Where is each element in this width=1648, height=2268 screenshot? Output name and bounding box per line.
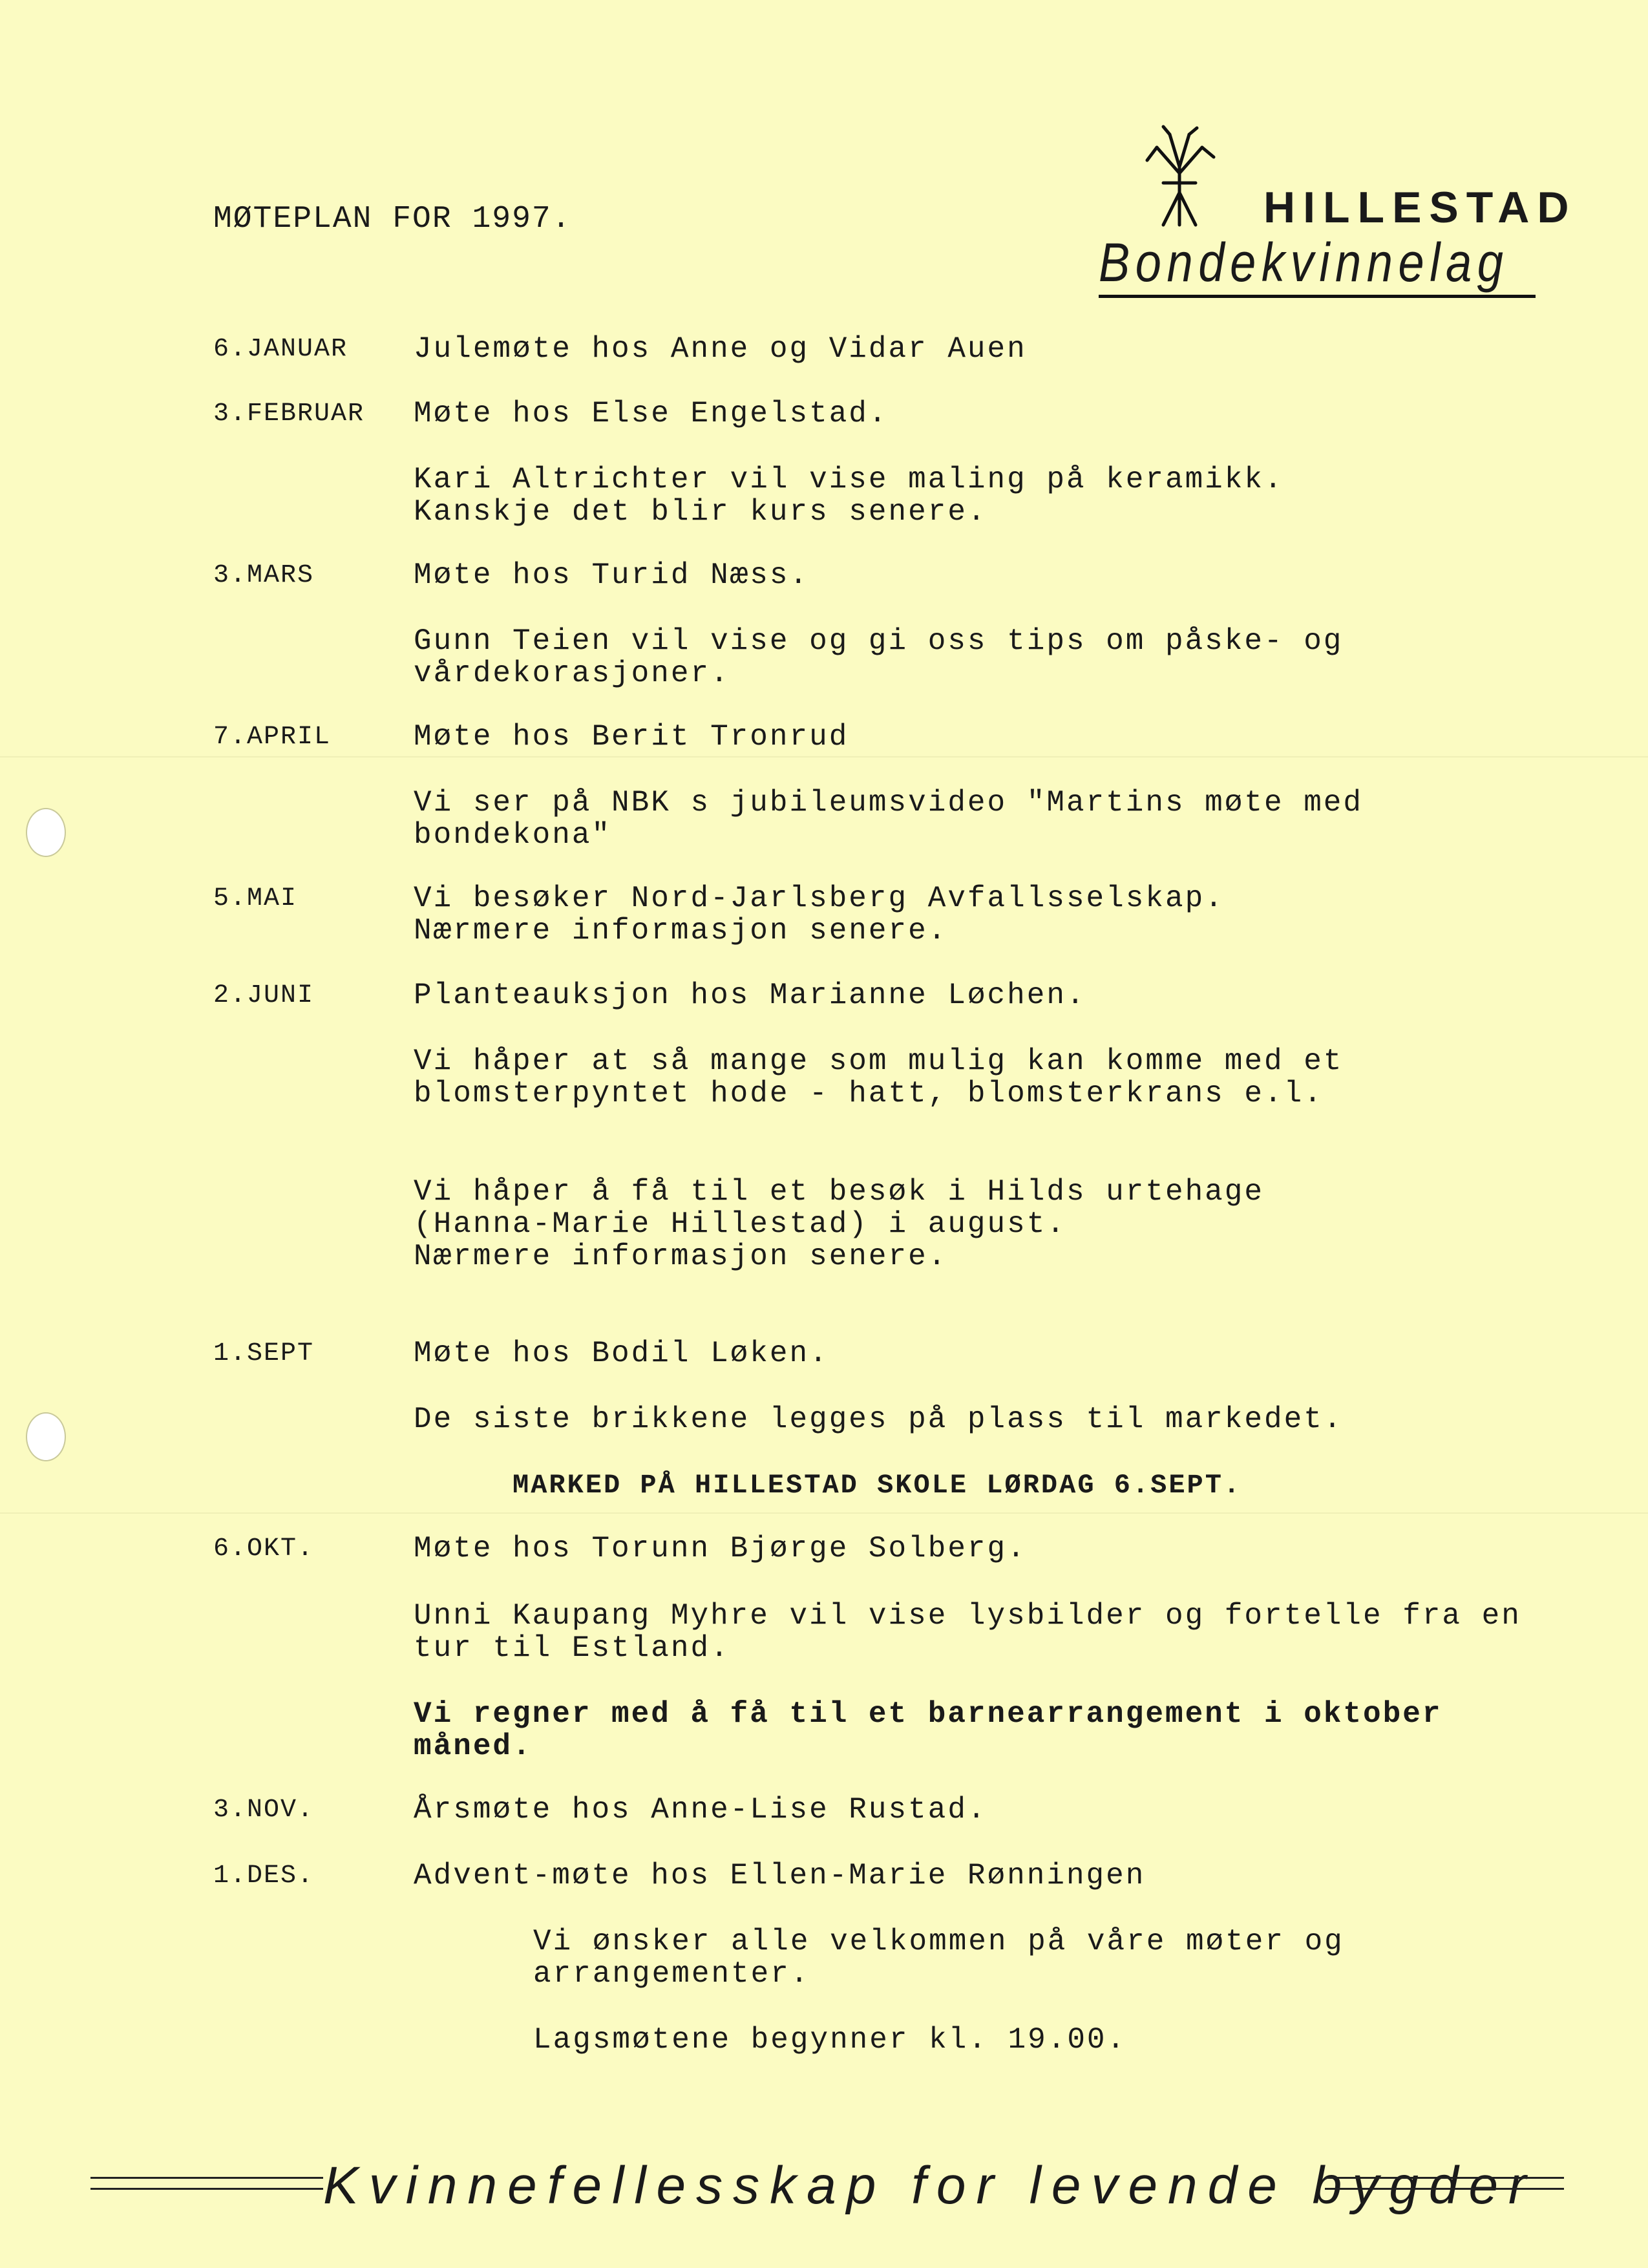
wheat-sheaf-icon xyxy=(1137,122,1221,231)
schedule-line: Vi håper å få til et besøk i Hilds urtehage xyxy=(414,1175,1264,1209)
market-announcement: MARKED PÅ HILLESTAD SKOLE LØRDAG 6.SEPT. xyxy=(512,1470,1242,1501)
fold-line xyxy=(0,1512,1648,1514)
schedule-date: 5.MAI xyxy=(213,884,298,913)
schedule-line: Møte hos Bodil Løken. xyxy=(414,1337,829,1370)
schedule-line: Møte hos Berit Tronrud xyxy=(414,720,849,754)
schedule-date: 6.JANUAR xyxy=(213,335,348,364)
logo-underline xyxy=(1099,295,1536,298)
schedule-line: Gunn Teien vil vise og gi oss tips om påske- og xyxy=(414,624,1344,658)
schedule-date: 1.SEPT xyxy=(213,1339,315,1368)
schedule-date: 2.JUNI xyxy=(213,981,315,1010)
schedule-line: Kanskje det blir kurs senere. xyxy=(414,495,988,529)
schedule-line: Nærmere informasjon senere. xyxy=(414,1240,948,1273)
schedule-line: Vi ser på NBK s jubileumsvideo "Martins møte med xyxy=(414,786,1364,820)
footer-right-rule xyxy=(1325,2177,1564,2190)
punch-hole xyxy=(26,1412,66,1461)
schedule-date: 7.APRIL xyxy=(213,723,332,752)
schedule-line: Unni Kaupang Myhre vil vise lysbilder og fortelle fra en xyxy=(414,1599,1521,1633)
closing-line: Vi ønsker alle velkommen på våre møter og xyxy=(533,1925,1344,1958)
logo-name: HILLESTAD xyxy=(1263,183,1577,232)
schedule-date: 1.DES. xyxy=(213,1861,315,1891)
schedule-line: Julemøte hos Anne og Vidar Auen xyxy=(414,332,1027,366)
schedule-line: Kari Altrichter vil vise maling på keramikk. xyxy=(414,463,1284,496)
page-title: MØTEPLAN FOR 1997. xyxy=(213,202,572,237)
schedule-line: blomsterpyntet hode - hatt, blomsterkrans e.l. xyxy=(414,1077,1324,1110)
schedule-line: Årsmøte hos Anne-Lise Rustad. xyxy=(414,1793,988,1827)
schedule-date: 6.OKT. xyxy=(213,1534,315,1563)
schedule-line: Nærmere informasjon senere. xyxy=(414,914,948,948)
closing-line: arrangementer. xyxy=(533,1957,810,1991)
schedule-line: Møte hos Turid Næss. xyxy=(414,558,810,592)
schedule-line: Vi håper at så mange som mulig kan komme med et xyxy=(414,1044,1344,1078)
schedule-date: 3.MARS xyxy=(213,561,315,590)
schedule-line: tur til Estland. xyxy=(414,1631,730,1665)
schedule-note-bold: Vi regner med å få til et barnearrangement i oktober xyxy=(414,1697,1442,1731)
schedule-line: (Hanna-Marie Hillestad) i august. xyxy=(414,1207,1066,1241)
schedule-date: 3.FEBRUAR xyxy=(213,399,365,429)
schedule-date: 3.NOV. xyxy=(213,1796,315,1825)
schedule-line: bondekona" xyxy=(414,818,612,852)
footer-left-rule xyxy=(90,2177,323,2190)
schedule-line: Planteauksjon hos Marianne Løchen. xyxy=(414,979,1086,1012)
schedule-line: De siste brikkene legges på plass til markedet. xyxy=(414,1403,1344,1436)
closing-line: Lagsmøtene begynner kl. 19.00. xyxy=(533,2023,1127,2057)
schedule-line: vårdekorasjoner. xyxy=(414,657,730,690)
logo-subtitle: Bondekvinnelag xyxy=(1099,232,1509,293)
schedule-line: Møte hos Else Engelstad. xyxy=(414,397,889,430)
fold-line xyxy=(0,756,1648,758)
punch-hole xyxy=(26,808,66,857)
schedule-line: Vi besøker Nord-Jarlsberg Avfallsselskap. xyxy=(414,882,1225,915)
footer-slogan: Kvinnefellesskap for levende bygder xyxy=(323,2156,1537,2215)
schedule-line: Møte hos Torunn Bjørge Solberg. xyxy=(414,1532,1027,1565)
schedule-line: Advent-møte hos Ellen-Marie Rønningen xyxy=(414,1859,1146,1892)
schedule-note-bold: måned. xyxy=(414,1730,533,1763)
